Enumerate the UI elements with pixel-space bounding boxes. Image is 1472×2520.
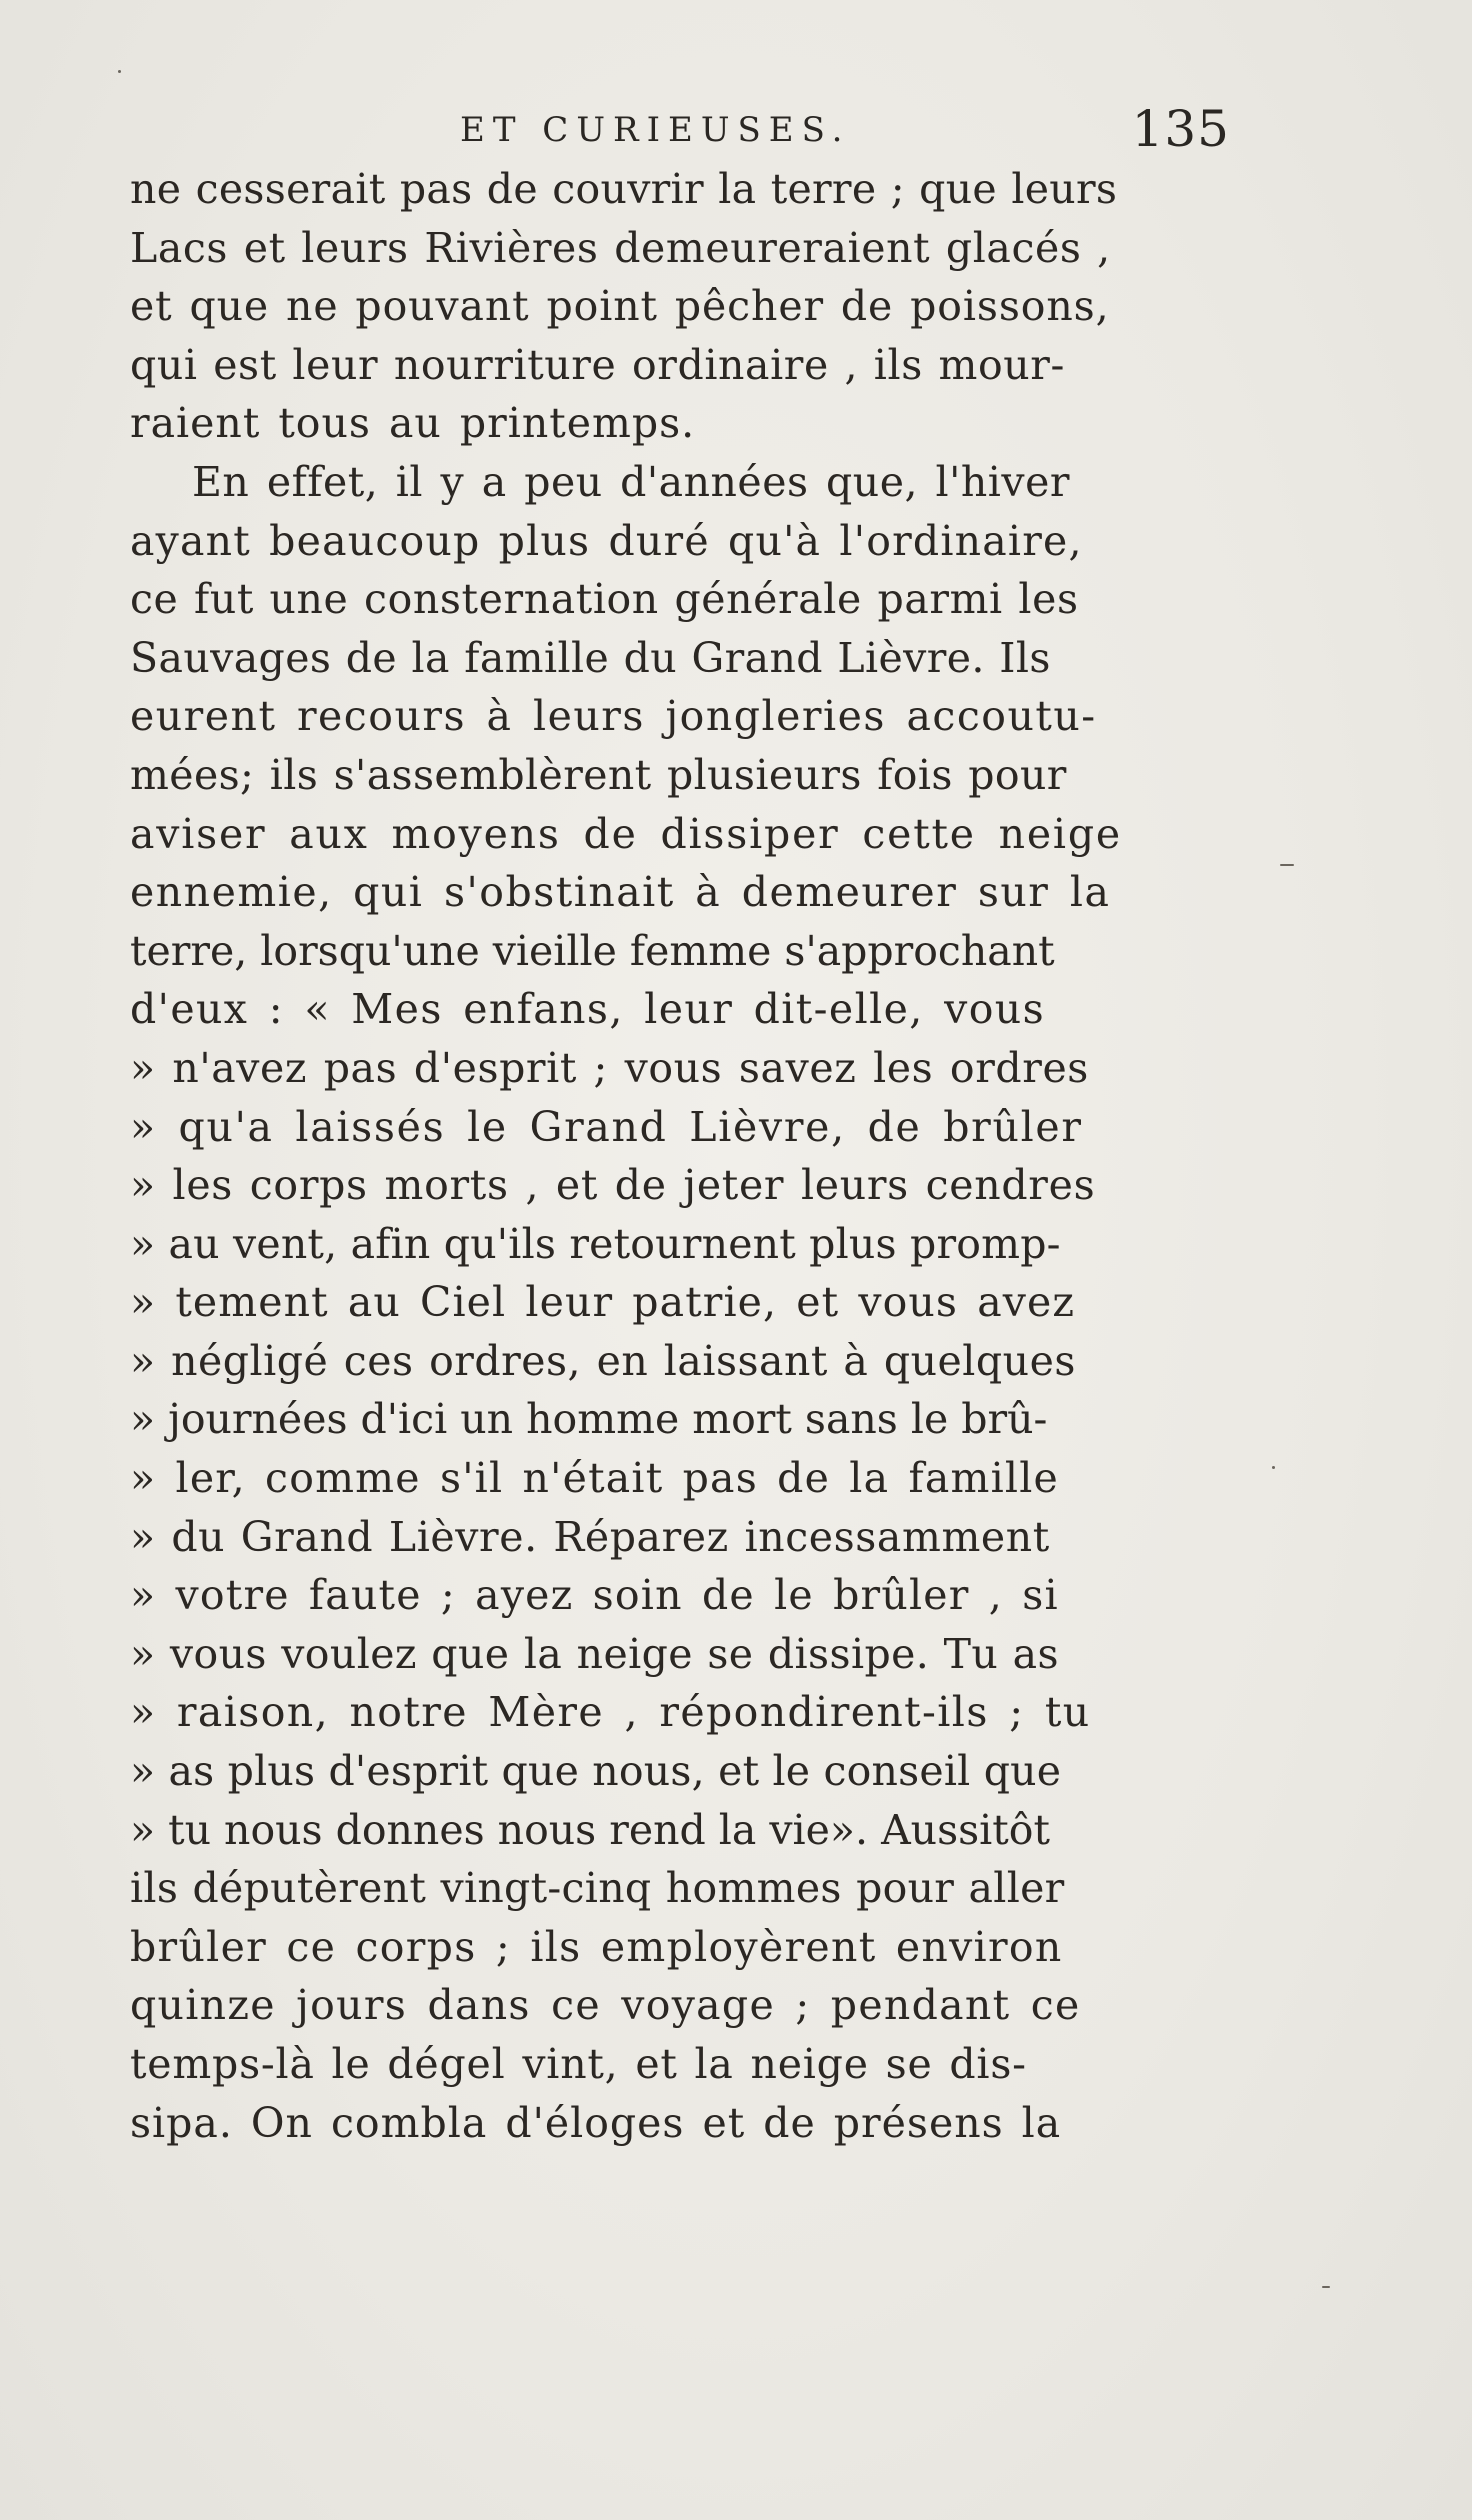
- text-line: ayant beaucoup plus duré qu'à l'ordinaire,: [130, 516, 1083, 565]
- body-text: [130, 160, 1218, 2152]
- paper-speck: [118, 70, 121, 73]
- text-line: temps-là le dégel vint, et la neige se dis-: [130, 2040, 1027, 2088]
- text-line: » au vent, afin qu'ils retournent plus promp-: [130, 1219, 1061, 1268]
- text-line: » tu nous donnes nous rend la vie». Aussitôt: [130, 1805, 1050, 1854]
- text-line: » les corps morts , et de jeter leurs cendres: [130, 1161, 1096, 1210]
- paper-speck: [1322, 2286, 1330, 2288]
- text-line: ennemie, qui s'obstinait à demeurer sur la: [130, 868, 1111, 917]
- text-line: qui est leur nourriture ordinaire , ils mour-: [130, 340, 1065, 389]
- text-line: » n'avez pas d'esprit ; vous savez les ordres: [130, 1043, 1089, 1092]
- text-line: Sauvages de la famille du Grand Lièvre. Ils: [130, 633, 1051, 682]
- page-number: 135: [1131, 100, 1230, 158]
- text-line: d'eux : « Mes enfans, leur dit-elle, vous: [130, 985, 1046, 1034]
- text-line: ce fut une consternation générale parmi les: [130, 575, 1079, 624]
- text-line: » qu'a laissés le Grand Lièvre, de brûler: [130, 1102, 1083, 1151]
- text-line: » journées d'ici un homme mort sans le brû-: [130, 1395, 1048, 1444]
- text-line: » tement au Ciel leur patrie, et vous avez: [130, 1278, 1076, 1327]
- paper-speck: [1280, 864, 1294, 866]
- text-line: » raison, notre Mère , répondirent-ils ; tu: [130, 1688, 1091, 1737]
- text-line: et que ne pouvant point pêcher de poissons,: [130, 282, 1110, 331]
- text-line: raient tous au printemps.: [130, 399, 696, 448]
- text-line: » as plus d'esprit que nous, et le conseil que: [130, 1747, 1062, 1796]
- text-line: » vous voulez que la neige se dissipe. Tu as: [130, 1629, 1059, 1678]
- running-head: [460, 100, 1230, 164]
- text-line: En effet, il y a peu d'années que, l'hiver: [192, 457, 1070, 506]
- text-line: sipa. On combla d'éloges et de présens la: [130, 2098, 1062, 2147]
- text-line: Lacs et leurs Rivières demeureraient glacés ,: [130, 223, 1111, 272]
- text-line: brûler ce corps ; ils employèrent environ: [130, 1922, 1063, 1971]
- paper-speck: [1272, 1466, 1275, 1469]
- text-line: aviser aux moyens de dissiper cette neige: [130, 809, 1122, 858]
- text-line: ils députèrent vingt-cinq hommes pour aller: [130, 1864, 1065, 1913]
- text-line: » du Grand Lièvre. Réparez incessamment: [130, 1512, 1050, 1561]
- text-line: mées; ils s'assemblèrent plusieurs fois pour: [130, 750, 1067, 799]
- text-line: quinze jours dans ce voyage ; pendant ce: [130, 1981, 1081, 2030]
- text-line: terre, lorsqu'une vieille femme s'approchant: [130, 926, 1055, 975]
- text-line: » ler, comme s'il n'était pas de la famille: [130, 1454, 1059, 1503]
- text-line: ne cesserait pas de couvrir la terre ; que leurs: [130, 165, 1118, 213]
- running-head-title: ET CURIEUSES.: [460, 110, 851, 150]
- text-line: eurent recours à leurs jongleries accoutu-: [130, 692, 1097, 741]
- text-line: » votre faute ; ayez soin de le brûler , si: [130, 1571, 1059, 1620]
- text-line: » négligé ces ordres, en laissant à quelques: [130, 1336, 1076, 1385]
